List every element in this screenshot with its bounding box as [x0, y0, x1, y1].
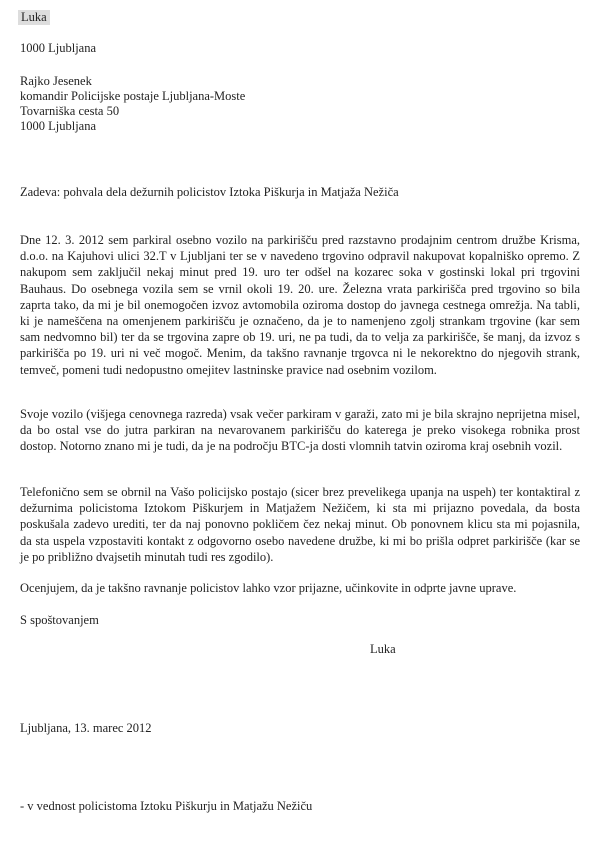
sender-city: 1000 Ljubljana	[20, 41, 97, 55]
recipient-city: 1000 Ljubljana	[20, 119, 97, 133]
paragraph-3: Telefonično sem se obrnil na Vašo policijsko postajo (sicer brez prevelikega upanja na uspeh) ter kontaktiral z dežurnima policistoma Iztokom Piškurjem in Matjažem Nežičem, ki sta mi prijazno povedala, da bosta poskušala zadevo urediti, ter da naj ponovno pokličem čez nekaj minut. Ob ponovnem klicu sta mi pojasnila, da sta uspela vzpostaviti kontakt z odgovorno osebo navedene družbe, ki mi bo prišla odpret parkirišče (kar se je po približno dvajsetih minutah tudi res zgodilo).	[20, 485, 580, 564]
recipient-street: Tovarniška cesta 50	[20, 104, 120, 118]
recipient-address	[20, 74, 245, 134]
paragraph-2: Svoje vozilo (višjega cenovnega razreda) vsak večer parkiram v garaži, zato mi je bila skrajno neprijetna misel, da bo ostal vse do jutra parkiran na nevarovanem parkirišču do katerega je preko visokega robnika prost dostop. Notorno znano mi je tudi, da je na področju BTC-ja dosti vlomnih tatvin oziroma kraj osebnih vozil.	[20, 407, 580, 454]
closing-salutation: S spoštovanjem	[20, 613, 99, 627]
paragraph-1: Dne 12. 3. 2012 sem parkiral osebno vozilo na parkirišču pred razstavno prodajnim centrom družbe Krisma, d.o.o. na Kajuhovi ulici 32.T v Ljubljani ter se v navedeno trgovino odpravil nakupovat kopalniško opremo. Z nakupom sem zaključil nekaj minut pred 19. uro ter odšel na kozarec soka v gostinski lokal pri trgovini Bauhaus. Do osebnega vozila sem se vrnil okoli 19. 20. ure. Železna vrata parkirišča pred trgovino so bila zaprta tako, da mi je bil onemogočen izvoz avtomobila oziroma dostop do javnega cestnega omrežja. Na tabli, ki je nameščena na omenjenem parkirišču je označeno, da je to namenjeno zgolj strankam trgovine (kar sem sam nedvomno bil) ter da se trgovina zapre ob 19. uri, ne pa tudi, da to velja za parkirišče, še manj, da izvoz s parkirišča po 19. uri ni več mogoč. Menim, da takšno ravnanje trgovca ni le nekorektno do njegovih strank, temveč, pomeni tudi nedopustno omejitev lastninske pravice nad osebnim vozilom.	[20, 233, 580, 377]
cc-note: - v vednost policistoma Iztoku Piškurju in Matjažu Nežiču	[20, 799, 313, 813]
sender-name: Luka	[18, 10, 50, 25]
signature: Luka	[370, 642, 396, 656]
letter-subject: Zadeva: pohvala dela dežurnih policistov Iztoka Piškurja in Matjaža Nežiča	[20, 185, 399, 199]
paragraph-4: Ocenjujem, da je takšno ravnanje policistov lahko vzor prijazne, učinkovite in odprte javne uprave.	[20, 581, 517, 595]
recipient-name: Rajko Jesenek	[20, 74, 92, 88]
recipient-title: komandir Policijske postaje Ljubljana-Moste	[20, 89, 246, 103]
place-date: Ljubljana, 13. marec 2012	[20, 721, 152, 735]
